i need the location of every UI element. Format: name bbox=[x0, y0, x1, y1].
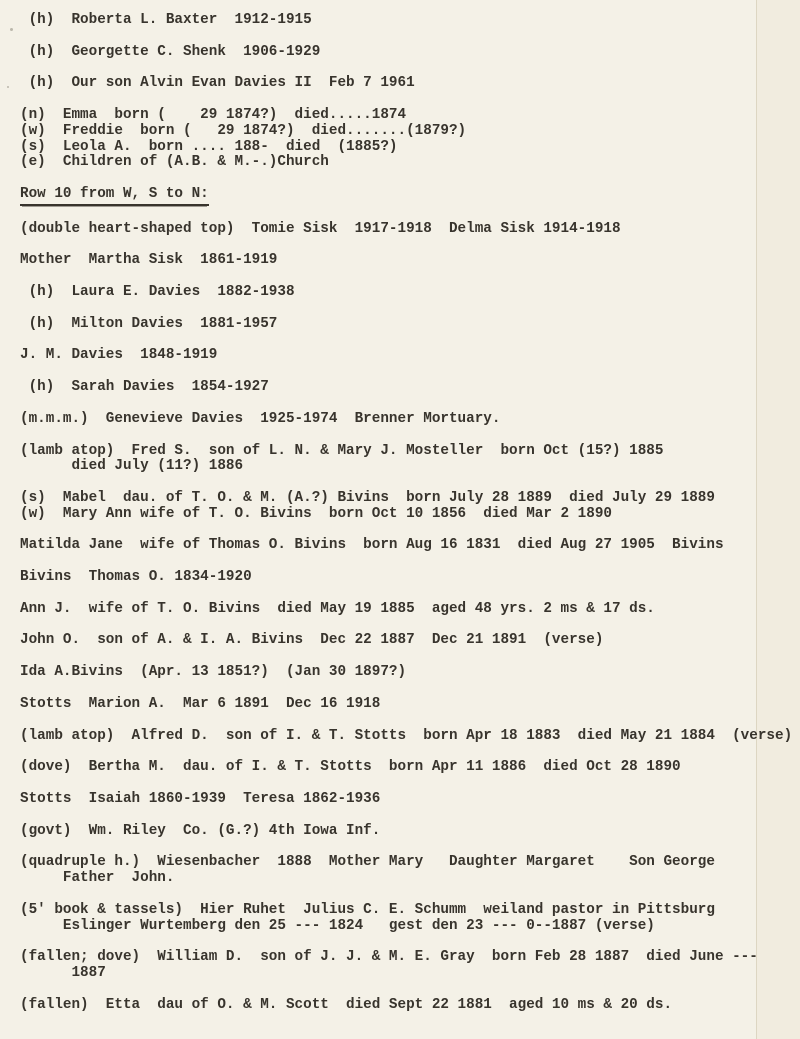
record-entry bbox=[20, 222, 796, 238]
record-line: (m.m.m.) Genevieve Davies 1925-1974 Brenner Mortuary. bbox=[20, 410, 501, 427]
record-entry bbox=[20, 76, 796, 92]
record-entry bbox=[20, 155, 796, 171]
record-entry bbox=[20, 491, 796, 507]
record-line: 1887 bbox=[20, 964, 106, 981]
record-line: J. M. Davies 1848-1919 bbox=[20, 347, 218, 364]
record-line: Ida A.Bivins (Apr. 13 1851?) (Jan 30 1897?) bbox=[20, 664, 407, 681]
record-entry bbox=[20, 729, 796, 745]
record-line: (w) Freddie born ( 29 1874?) died.......(1879?) bbox=[20, 122, 467, 139]
record-line: (w) Mary Ann wife of T. O. Bivins born Oct 10 1856 died Mar 2 1890 bbox=[20, 505, 612, 522]
record-line: (lamb atop) Fred S. son of L. N. & Mary J. Mosteller born Oct (15?) 1885 bbox=[20, 442, 664, 459]
record-entry bbox=[20, 45, 796, 61]
record-line: (double heart-shaped top) Tomie Sisk 1917-1918 Delma Sisk 1914-1918 bbox=[20, 220, 621, 237]
record-line: (h) Georgette C. Shenk 1906-1929 bbox=[20, 43, 321, 60]
record-entry bbox=[20, 444, 796, 475]
record-entry bbox=[20, 108, 796, 124]
record-entry bbox=[20, 602, 796, 618]
record-line: Eslinger Wurtemberg den 25 --- 1824 gest den 23 --- 0--1887 (verse) bbox=[20, 917, 655, 934]
record-entry bbox=[20, 412, 796, 428]
record-entry bbox=[20, 665, 796, 681]
record-entry bbox=[20, 124, 796, 140]
record-entry bbox=[20, 760, 796, 776]
record-entry bbox=[20, 187, 796, 206]
record-line: (s) Mabel dau. of T. O. & M. (A.?) Bivins born July 28 1889 died July 29 1889 bbox=[20, 489, 715, 506]
record-entry bbox=[20, 380, 796, 396]
record-entry bbox=[20, 633, 796, 649]
section-heading bbox=[20, 187, 796, 206]
record-entry bbox=[20, 140, 796, 156]
record-line: (fallen) Etta dau of O. & M. Scott died Sept 22 1881 aged 10 ms & 20 ds. bbox=[20, 996, 673, 1013]
record-line: died July (11?) 1886 bbox=[20, 458, 244, 475]
section-heading-text: Row 10 from W, S to N: bbox=[20, 187, 209, 206]
record-line: (e) Children of (A.B. & M.-.)Church bbox=[20, 154, 329, 171]
record-line: (s) Leola A. born .... 188- died (1885?) bbox=[20, 138, 398, 155]
record-entry bbox=[20, 253, 796, 269]
record-entry bbox=[20, 824, 796, 840]
record-line: (govt) Wm. Riley Co. (G.?) 4th Iowa Inf. bbox=[20, 822, 381, 839]
record-line: (h) Roberta L. Baxter 1912-1915 bbox=[20, 12, 312, 28]
record-line: (quadruple h.) Wiesenbacher 1888 Mother Mary Daughter Margaret Son George bbox=[20, 854, 715, 871]
record-line: Mother Martha Sisk 1861-1919 bbox=[20, 252, 278, 269]
record-line: (n) Emma born ( 29 1874?) died.....1874 bbox=[20, 107, 407, 124]
record-line: (h) Sarah Davies 1854-1927 bbox=[20, 379, 269, 396]
record-line: John O. son of A. & I. A. Bivins Dec 22 1887 Dec 21 1891 (verse) bbox=[20, 632, 604, 649]
record-line: (h) Laura E. Davies 1882-1938 bbox=[20, 284, 295, 301]
record-line: Bivins Thomas O. 1834-1920 bbox=[20, 569, 252, 586]
record-line: (h) Our son Alvin Evan Davies II Feb 7 1961 bbox=[20, 75, 415, 92]
record-entry bbox=[20, 903, 796, 934]
record-entry bbox=[20, 570, 796, 586]
record-entry bbox=[20, 855, 796, 886]
record-line: (dove) Bertha M. dau. of I. & T. Stotts born Apr 11 1886 died Oct 28 1890 bbox=[20, 759, 681, 776]
record-entry bbox=[20, 950, 796, 981]
record-entry bbox=[20, 792, 796, 808]
record-entry bbox=[20, 538, 796, 554]
record-entry bbox=[20, 697, 796, 713]
record-line: Matilda Jane wife of Thomas O. Bivins born Aug 16 1831 died Aug 27 1905 Bivins bbox=[20, 537, 724, 554]
record-line: (h) Milton Davies 1881-1957 bbox=[20, 315, 278, 332]
record-line: Father John. bbox=[20, 870, 175, 887]
record-line: Stotts Marion A. Mar 6 1891 Dec 16 1918 bbox=[20, 695, 381, 712]
record-entry bbox=[20, 317, 796, 333]
record-entry bbox=[20, 285, 796, 301]
record-entry bbox=[20, 998, 796, 1014]
record-entry bbox=[20, 13, 796, 29]
record-line: (lamb atop) Alfred D. son of I. & T. Stotts born Apr 18 1883 died May 21 1884 (verse) bbox=[20, 727, 793, 744]
record-entry bbox=[20, 348, 796, 364]
record-line: (fallen; dove) William D. son of J. J. & M. E. Gray born Feb 28 1887 died June --- bbox=[20, 949, 758, 966]
record-line: (5' book & tassels) Hier Ruhet Julius C. E. Schumm weiland pastor in Pittsburg bbox=[20, 901, 715, 918]
record-entry bbox=[20, 507, 796, 523]
record-line: Stotts Isaiah 1860-1939 Teresa 1862-1936 bbox=[20, 790, 381, 807]
record-line: Ann J. wife of T. O. Bivins died May 19 1885 aged 48 yrs. 2 ms & 17 ds. bbox=[20, 600, 655, 617]
